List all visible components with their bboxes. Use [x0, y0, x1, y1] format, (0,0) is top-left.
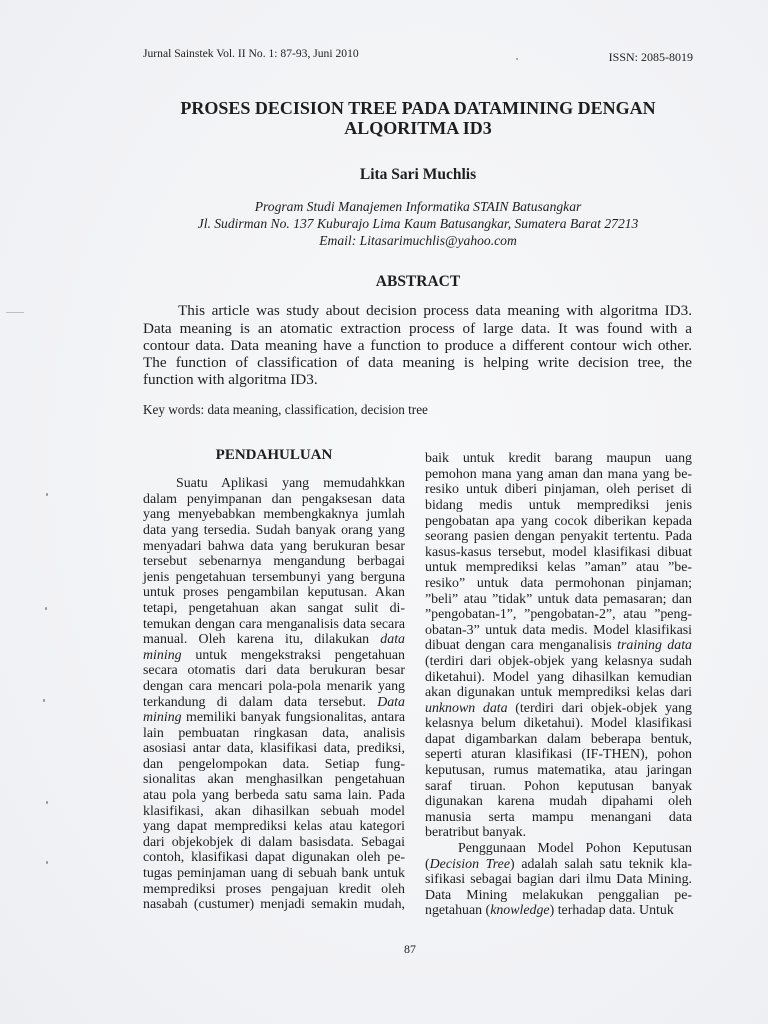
- text-run: resiko” untuk data permohonan pinjaman;: [425, 575, 692, 591]
- text-line: [425, 794, 692, 810]
- text-line: [143, 835, 405, 851]
- text-line: [425, 638, 692, 654]
- text-line: [143, 523, 405, 539]
- text-run: kelasnya belum diketahui). Model klasifikasi: [425, 716, 692, 732]
- left-column-body: [143, 476, 405, 913]
- abstract-heading: ABSTRACT: [375, 273, 461, 290]
- text-run: obatan-3” untuk data medis. Model klasifikasi: [425, 622, 692, 638]
- text-line: [425, 685, 692, 701]
- text-run: baik untuk kredit barang maupun uang: [425, 451, 692, 467]
- text-line: [425, 529, 692, 545]
- text-run: secara otomatis dari data berukuran besar: [143, 663, 405, 679]
- text-line: [425, 451, 692, 467]
- italic-term: Decision Tree: [429, 856, 510, 872]
- text-line: [425, 576, 692, 592]
- text-run: data yang tersedia. Sudah banyak orang yang: [143, 522, 405, 538]
- text-line: [425, 498, 692, 514]
- text-run: Penggunaan Model Pohon Keputusan: [458, 841, 692, 857]
- text-run: sionalitas akan menghasilkan pengetahuan: [143, 772, 405, 788]
- text-run: ) terhadap data. Untuk: [549, 903, 674, 919]
- right-column-body: [425, 451, 692, 919]
- scan-speck: [46, 801, 48, 804]
- text-run: untuk memprediksi kelas ”aman” atau ”be-: [425, 560, 692, 576]
- text-line: [143, 476, 405, 492]
- text-run: pemohon mana yang aman dan mana yang be-: [425, 466, 692, 482]
- text-run: kasus-kasus tersebut, model klasifikasi dibuat: [425, 544, 692, 560]
- text-run: asosiasi antar data, klasifikasi data, prediksi,: [143, 741, 405, 757]
- text-line: [425, 903, 692, 919]
- text-run: ”beli” atau ”tidak” untuk data pemasaran; dan: [425, 591, 692, 607]
- text-line: [143, 585, 405, 601]
- text-line: [143, 866, 405, 882]
- text-line: [425, 732, 692, 748]
- text-run: seperti aturan klasifikasi (IF-THEN), pohon: [425, 747, 692, 763]
- text-run: (terdiri dari objek-objek yang kelasnya sudah: [425, 653, 692, 669]
- text-line: [425, 623, 692, 639]
- paragraph: [143, 302, 692, 388]
- page-number: 87: [404, 942, 416, 956]
- scan-speck: [46, 861, 48, 864]
- italic-term: mining: [143, 710, 182, 726]
- text-line: [143, 695, 405, 711]
- text-run: saraf tiruan. Pohon keputusan banyak: [425, 778, 692, 794]
- text-line: [143, 648, 405, 664]
- text-line: [143, 741, 405, 757]
- text-run: resiko untuk diberi pinjaman, oleh periset di: [425, 482, 692, 498]
- text-run: (terdiri dari objek-objek yang: [507, 700, 692, 716]
- text-line: [425, 857, 692, 873]
- text-run: untuk mengekstraksi pengetahuan: [181, 647, 405, 663]
- text-run: dari objekobjek di dalam basisdata. Sebagai: [143, 834, 405, 850]
- text-run: beratribut banyak.: [425, 825, 527, 841]
- scan-speck: [43, 699, 45, 702]
- text-line: [143, 882, 405, 898]
- issn: ISSN: 2085-8019: [608, 50, 693, 64]
- text-run: ) adalah salah satu teknik kla-: [509, 856, 693, 872]
- text-line: [143, 788, 405, 804]
- text-run: Data meaning is an atomatic extraction process of large data. It was found with a: [143, 319, 692, 337]
- text-run: akan digunakan untuk memprediksi kelas dari: [425, 685, 692, 701]
- text-line: [425, 763, 692, 779]
- text-run: ”pengobatan-1”, ”pengobatan-2”, atau ”peng-: [425, 607, 692, 623]
- text-run: yang menyebabkan membengkaknya jumlah: [143, 507, 405, 523]
- text-run: klasifikasi, akan dihasilkan sebuah model: [143, 803, 405, 819]
- text-line: [143, 897, 405, 913]
- text-run: dibuat dengan cara menganalisis: [425, 638, 618, 654]
- text-run: memprediksi proses pengajuan kredit oleh: [143, 881, 405, 897]
- text-run: nasabah (custumer) menjadi semakin mudah,: [143, 897, 405, 913]
- text-line: [425, 545, 692, 561]
- text-run: seorang pasien dengan penyakit tertentu. Pada: [425, 529, 692, 545]
- text-line: [143, 819, 405, 835]
- text-line: [143, 632, 405, 648]
- text-run: dengan cara mencari pola-pola menarik yang: [143, 678, 405, 694]
- text-line: [425, 670, 692, 686]
- text-line: [143, 320, 692, 337]
- text-run: manusia serta mampu menangani data: [425, 809, 692, 825]
- paragraph: [425, 451, 692, 841]
- text-line: [143, 601, 405, 617]
- text-run: sifikasi sebagai bagian dari ilmu Data Mining.: [425, 872, 692, 888]
- text-run: Suatu Aplikasi yang memudahkkan: [176, 476, 405, 492]
- text-line: [143, 539, 405, 555]
- italic-term: unknown data: [425, 700, 508, 716]
- text-line: [143, 726, 405, 742]
- text-line: [425, 779, 692, 795]
- abstract-body: [143, 302, 692, 388]
- text-run: dan pengelompokan data. Setiap fung-: [143, 756, 405, 772]
- text-line: [425, 841, 692, 857]
- text-line: [425, 514, 692, 530]
- text-line: [143, 337, 692, 354]
- journal-citation: Jurnal Sainstek Vol. II No. 1: 87-93, Juni 2010: [143, 47, 359, 60]
- text-run: dalam penyimpanan dan pengaksesan data: [143, 491, 405, 507]
- text-line: [425, 607, 692, 623]
- italic-term: Data: [377, 694, 405, 710]
- section-heading: PENDAHULUAN: [215, 447, 333, 463]
- text-line: [425, 872, 692, 888]
- text-line: [425, 810, 692, 826]
- text-run: tetapi, pengetahuan akan sangat sulit di-: [143, 600, 405, 616]
- text-run: jenis pengetahuan tersembunyi yang berguna: [143, 569, 405, 585]
- paragraph: [425, 841, 692, 919]
- text-line: [425, 701, 692, 717]
- paragraph: [143, 476, 405, 913]
- text-run: contoh, klasifikasi dapat digunakan oleh pe-: [143, 850, 405, 866]
- text-line: [425, 747, 692, 763]
- text-line: [143, 371, 692, 388]
- text-line: [143, 617, 405, 633]
- text-line: [425, 592, 692, 608]
- text-run: pengobatan apa yang cocok diberikan kepada: [425, 513, 692, 529]
- text-run: contour data. Data meaning have a function to produce a different contour wich other.: [143, 336, 692, 354]
- italic-term: training data: [617, 638, 692, 654]
- text-run: The function of classification of data meaning is helping write decision tree, the: [143, 354, 692, 371]
- text-run: diketahui). Model yang dihasilkan kemudian: [425, 669, 692, 685]
- keywords: Key words: data meaning, classification, decision tree: [143, 402, 428, 417]
- paper-title: [143, 98, 693, 138]
- text-line: [425, 825, 692, 841]
- author-affiliation: [143, 198, 693, 249]
- text-line: [143, 570, 405, 586]
- affiliation-address: Jl. Sudirman No. 137 Kuburajo Lima Kaum Batusangkar, Sumatera Barat 27213: [197, 215, 639, 231]
- text-run: (: [425, 856, 430, 872]
- text-line: [425, 716, 692, 732]
- text-line: [143, 507, 405, 523]
- text-run: ngetahuan (: [425, 903, 491, 919]
- scan-speck: [516, 58, 518, 60]
- text-run: bidang medis untuk memprediksi jenis: [425, 497, 692, 513]
- text-line: [143, 679, 405, 695]
- text-line: [143, 354, 692, 371]
- text-line: [425, 888, 692, 904]
- text-run: keputusan, rumus matematika, atau jaringan: [425, 763, 692, 779]
- affiliation-program: Program Studi Manajemen Informatika STAIN Batusangkar: [254, 198, 582, 214]
- text-line: [143, 554, 405, 570]
- text-run: dapat digambarkan dalam beberapa bentuk,: [425, 731, 692, 747]
- text-run: tersebut sebenarnya mengandung berbagai: [143, 554, 405, 570]
- text-line: [143, 492, 405, 508]
- text-run: lain pembuatan ringkasan data, analisis: [143, 725, 405, 741]
- text-line: [425, 560, 692, 576]
- text-line: [425, 654, 692, 670]
- text-run: yang dapat memprediksi kelas atau kategori: [143, 819, 405, 835]
- text-run: memiliki banyak fungsionalitas, antara: [181, 710, 405, 726]
- title-line: ALQORITMA ID3: [344, 118, 492, 138]
- text-line: [143, 757, 405, 773]
- text-run: function with algoritma ID3.: [143, 371, 318, 389]
- italic-term: mining: [143, 647, 182, 663]
- title-line: PROSES DECISION TREE PADA DATAMINING DENGAN: [180, 98, 656, 118]
- text-line: [143, 850, 405, 866]
- text-line: [143, 710, 405, 726]
- text-run: menyadari bahwa data yang berukuran besar: [143, 538, 405, 554]
- text-line: [143, 302, 692, 319]
- text-run: untuk proses pengambilan keputusan. Akan: [143, 585, 405, 601]
- text-run: manual. Oleh karena itu, dilakukan: [143, 632, 381, 648]
- text-run: atau pola yang berbeda satu sama lain. Pada: [143, 788, 405, 804]
- text-run: terkandung di dalam data tersebut.: [143, 694, 378, 710]
- italic-term: knowledge: [490, 903, 550, 919]
- scan-speck: [45, 607, 47, 610]
- scan-edge-mark: [6, 312, 24, 313]
- text-run: digunakan karena mudah dipahami oleh: [425, 794, 692, 810]
- text-line: [143, 772, 405, 788]
- text-line: [425, 467, 692, 483]
- text-run: This article was study about decision process data meaning with algoritma ID3.: [178, 302, 692, 320]
- text-line: [143, 804, 405, 820]
- text-line: [425, 482, 692, 498]
- italic-term: data: [380, 632, 405, 648]
- text-run: temukan dengan cara menganalisis data secara: [143, 616, 405, 632]
- author-name: Lita Sari Muchlis: [359, 166, 477, 183]
- scan-speck: [46, 493, 48, 496]
- text-run: tugas peminjaman uang di sebuah bank untuk: [143, 866, 405, 882]
- text-line: [143, 663, 405, 679]
- affiliation-email: Email: Litasarimuchlis@yahoo.com: [319, 232, 517, 248]
- text-run: Data Mining melakukan penggalian pe-: [425, 887, 692, 903]
